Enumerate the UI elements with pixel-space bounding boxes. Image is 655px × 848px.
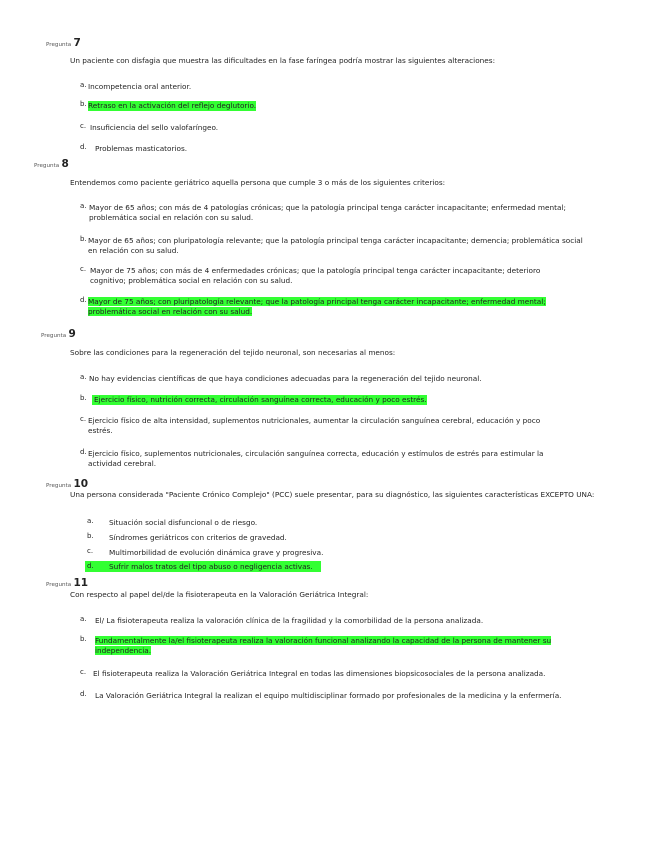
option-text: Insuficiencia del sello valofaríngeo.: [90, 123, 219, 132]
question-header-11: [46, 576, 88, 590]
question-header-7: [46, 36, 81, 50]
question-number: 9: [68, 328, 76, 340]
question-number: 8: [61, 158, 69, 170]
option-letter: b.: [80, 100, 87, 108]
option-letter: c.: [80, 668, 87, 676]
question-stem-7: Un paciente con disfagia que muestra las dificultades en la fase faríngea podría mostrar las siguientes alteraciones:: [70, 56, 496, 65]
option-letter: b.: [80, 235, 87, 243]
option-letter: d.: [80, 143, 87, 151]
option-text: Ejercicio físico de alta intensidad, suplementos nutricionales, aumentar la circulación sanguínea cerebral, educación y poco estrés.: [88, 416, 541, 435]
question-header-9: [41, 327, 76, 341]
option-text: Ejercicio físico, suplementos nutricionales, circulación sanguínea correcta, educación y estímulos de estrés para estimular la actividad cerebral.: [88, 449, 544, 468]
question-stem-11: Con respecto al papel del/de la fisioterapeuta en la Valoración Geriátrica Integral:: [70, 590, 369, 599]
question-label: Pregunta: [46, 483, 72, 489]
option-letter: c.: [80, 122, 87, 130]
option-text: Problemas masticatorios.: [95, 144, 188, 153]
question-number: 10: [73, 478, 89, 490]
option-letter: b.: [87, 532, 94, 540]
question-header-8: [34, 157, 69, 171]
option-letter: d.: [80, 296, 87, 304]
option-text-highlighted: Sufrir malos tratos del tipo abuso o negligencia activas.: [109, 562, 313, 571]
option-letter: c.: [80, 265, 87, 273]
option-letter: a.: [80, 202, 87, 210]
question-label: Pregunta: [41, 333, 67, 339]
option-text-highlighted: Ejercicio físico, nutrición correcta, circulación sanguínea correcta, educación y poco estrés.: [94, 395, 427, 404]
option-text-highlighted: Fundamentalmente la/el fisioterapeuta realiza la valoración funcional analizando la capacidad de la persona de mantener su independencia.: [95, 636, 552, 655]
question-label: Pregunta: [46, 42, 72, 48]
option-text: Mayor de 65 años; con más de 4 patologías crónicas; que la patología principal tenga carácter incapacitante; enfermedad mental; problemática social en relación con su salud.: [89, 203, 566, 222]
option-letter: d.: [87, 562, 94, 570]
option-text: No hay evidencias científicas de que haya condiciones adecuadas para la regeneración del tejido neuronal.: [89, 374, 482, 383]
option-text-highlighted: Mayor de 75 años; con pluripatología relevante; que la patología principal tenga carácter incapacitante; enfermedad mental; problemática social en relación con su salud.: [88, 297, 546, 316]
option-text: El/ La fisioterapeuta realiza la valoración clínica de la fragilidad y la comorbilidad de la persona analizada.: [95, 616, 484, 625]
option-text: Mayor de 65 años; con pluripatología relevante; que la patología principal tenga carácter incapacitante; demencia; problemática social en relación con su salud.: [88, 236, 583, 255]
option-letter: c.: [80, 415, 87, 423]
option-letter: b.: [80, 635, 87, 643]
question-number: 7: [73, 37, 81, 49]
option-text: El fisioterapeuta realiza la Valoración Geriátrica Integral en todas las dimensiones biopsicosociales de la persona analizada.: [93, 669, 546, 678]
option-text: Síndromes geriátricos con criterios de gravedad.: [109, 533, 287, 542]
option-letter: a.: [80, 615, 87, 623]
option-text: Multimorbilidad de evolución dinámica grave y progresiva.: [109, 548, 324, 557]
option-letter: c.: [87, 547, 94, 555]
question-stem-9: Sobre las condiciones para la regeneración del tejido neuronal, son necesarias al menos:: [70, 348, 396, 357]
question-label: Pregunta: [46, 582, 72, 588]
option-text-highlighted: Retraso en la activación del reflejo deglutorio.: [88, 101, 257, 110]
option-letter: a.: [80, 81, 87, 89]
option-text: Mayor de 75 años; con más de 4 enfermedades crónicas; que la patología principal tenga carácter incapacitante; deterioro cognitivo; problemática social en relación con su salud.: [90, 266, 541, 285]
option-text: Situación social disfuncional o de riesgo.: [109, 518, 258, 527]
option-10d[interactable]: [85, 561, 321, 572]
question-label: Pregunta: [34, 163, 60, 169]
option-text: Incompetencia oral anterior.: [88, 82, 192, 91]
option-letter: a.: [80, 373, 87, 381]
option-letter: d.: [80, 448, 87, 456]
question-stem-8: Entendemos como paciente geriátrico aquella persona que cumple 3 o más de los siguientes criterios:: [70, 178, 446, 187]
option-letter: b.: [80, 394, 87, 402]
option-text: La Valoración Geriátrica Integral la realizan el equipo multidisciplinar formado por profesionales de la medicina y la enfermería.: [95, 691, 562, 700]
option-letter: d.: [80, 690, 87, 698]
question-stem-10: Una persona considerada "Paciente Crónico Complejo" (PCC) suele presentar, para su diagnóstico, las siguientes características EXCEPTO UNA:: [70, 490, 595, 499]
option-letter: a.: [87, 517, 94, 525]
question-number: 11: [73, 577, 89, 589]
